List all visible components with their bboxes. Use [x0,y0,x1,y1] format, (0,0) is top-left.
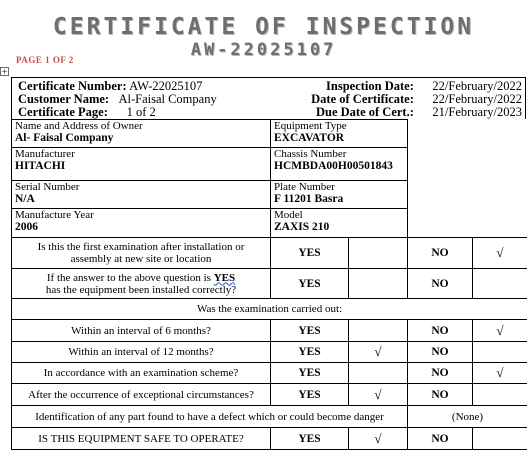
customer-name-label: Customer Name: [18,92,110,106]
equipment-type-label: Equipment Type [274,120,347,132]
certificate-code-heading: AW-22025107 [190,40,337,60]
yes-tick-mark: √ [349,428,408,450]
due-date-label: Due Date of Cert.: [315,105,414,119]
yes-option: YES [271,342,349,363]
certificate-number-label: Certificate Number: [18,79,127,93]
inspection-table [11,119,527,450]
date-of-certificate-label: Date of Certificate: [311,92,414,106]
inspection-date-value: 22/February/2022 [432,79,522,93]
yes-tick-cell [349,269,408,299]
equipment-type-value: EXCAVATOR [274,132,345,144]
table-move-handle-icon[interactable] [0,67,9,76]
first-exam-question-line2: assembly at new site or location [70,253,212,265]
yes-option: YES [271,428,349,450]
interval-6-question: Within an interval of 6 months? [12,320,271,342]
yes-tick-mark: √ [349,342,408,363]
first-exam-question-line1: Is this the first examination after installation or [37,241,245,253]
plate-cell [271,181,408,209]
table-row [12,238,527,269]
model-label: Model [274,209,303,221]
customer-name-value: Al-Faisal Company [118,92,217,106]
page-label: PAGE 1 OF 2 [16,55,74,65]
yes-tick-cell [349,238,408,269]
first-exam-question [12,238,271,269]
exceptional-question: After the occurrence of exceptional circumstances? [12,384,271,406]
no-tick-mark: √ [473,238,527,269]
manufacturer-label: Manufacturer [15,148,75,160]
table-row [12,363,527,384]
no-option: NO [408,320,473,342]
certificate-number-value: AW-22025107 [129,79,203,93]
table-row [12,384,527,406]
blank-cell [408,120,527,238]
serial-label: Serial Number [15,181,80,193]
no-tick-cell [473,428,527,450]
owner-cell [12,120,271,148]
yes-option: YES [271,269,349,299]
no-tick-cell [473,384,527,406]
yes-option: YES [271,320,349,342]
owner-value: Al- Faisal Company [15,132,114,144]
exam-carried-out-heading: Was the examination carried out: [12,299,527,320]
header-row-3 [18,106,522,120]
yes-option: YES [271,384,349,406]
inspection-date-label: Inspection Date: [326,79,414,93]
table-row [12,406,527,428]
no-tick-cell [473,342,527,363]
plate-label: Plate Number [274,181,335,193]
certificate-header [11,77,526,119]
no-option: NO [408,428,473,450]
model-value: ZAXIS 210 [274,221,330,233]
owner-label: Name and Address of Owner [15,120,143,132]
table-row [12,299,527,320]
chassis-label: Chassis Number [274,148,347,160]
certificate-page-label: Certificate Page: [18,105,108,119]
table-row [12,269,527,299]
certificate-page-value: 1 of 2 [126,105,156,119]
yes-tick-mark: √ [349,384,408,406]
document-title: CERTIFICATE OF INSPECTION [52,14,475,40]
no-option: NO [408,269,473,299]
serial-value: N/A [15,193,35,205]
yes-tick-cell [349,320,408,342]
yes-option: YES [271,363,349,384]
plate-value: F 11201 Basra [274,193,344,205]
year-label: Manufacture Year [15,209,94,221]
table-row [12,428,527,450]
defect-answer: (None) [408,406,527,428]
no-tick-mark: √ [473,320,527,342]
no-option: NO [408,342,473,363]
no-tick-cell [473,269,527,299]
model-cell [271,209,408,238]
chassis-cell [271,148,408,181]
scheme-question: In accordance with an examination scheme? [12,363,271,384]
year-value: 2006 [15,221,38,233]
chassis-value: HCMBDA00H00501843 [274,160,393,172]
equipment-type-cell [271,120,408,148]
installed-question [12,269,271,299]
due-date-value: 21/February/2023 [432,105,522,119]
no-option: NO [408,384,473,406]
manufacturer-cell [12,148,271,181]
table-row [12,320,527,342]
defect-question: Identification of any part found to have a defect which or could become danger [12,406,408,428]
manufacturer-value: HITACHI [15,160,66,172]
table-row [12,342,527,363]
year-cell [12,209,271,238]
interval-12-question: Within an interval of 12 months? [12,342,271,363]
installed-question-line1: If the answer to the above question is [46,271,214,284]
no-option: NO [408,238,473,269]
installed-question-line2: has the equipment been installed correctly? [45,283,237,296]
yes-option: YES [271,238,349,269]
safe-question: IS THIS EQUIPMENT SAFE TO OPERATE? [12,428,271,450]
serial-cell [12,181,271,209]
no-option: NO [408,363,473,384]
table-row [12,120,527,148]
yes-tick-cell [349,363,408,384]
date-of-certificate-value: 22/February/2022 [432,92,522,106]
no-tick-mark: √ [473,363,527,384]
installed-question-yes-word: YES [213,271,236,284]
